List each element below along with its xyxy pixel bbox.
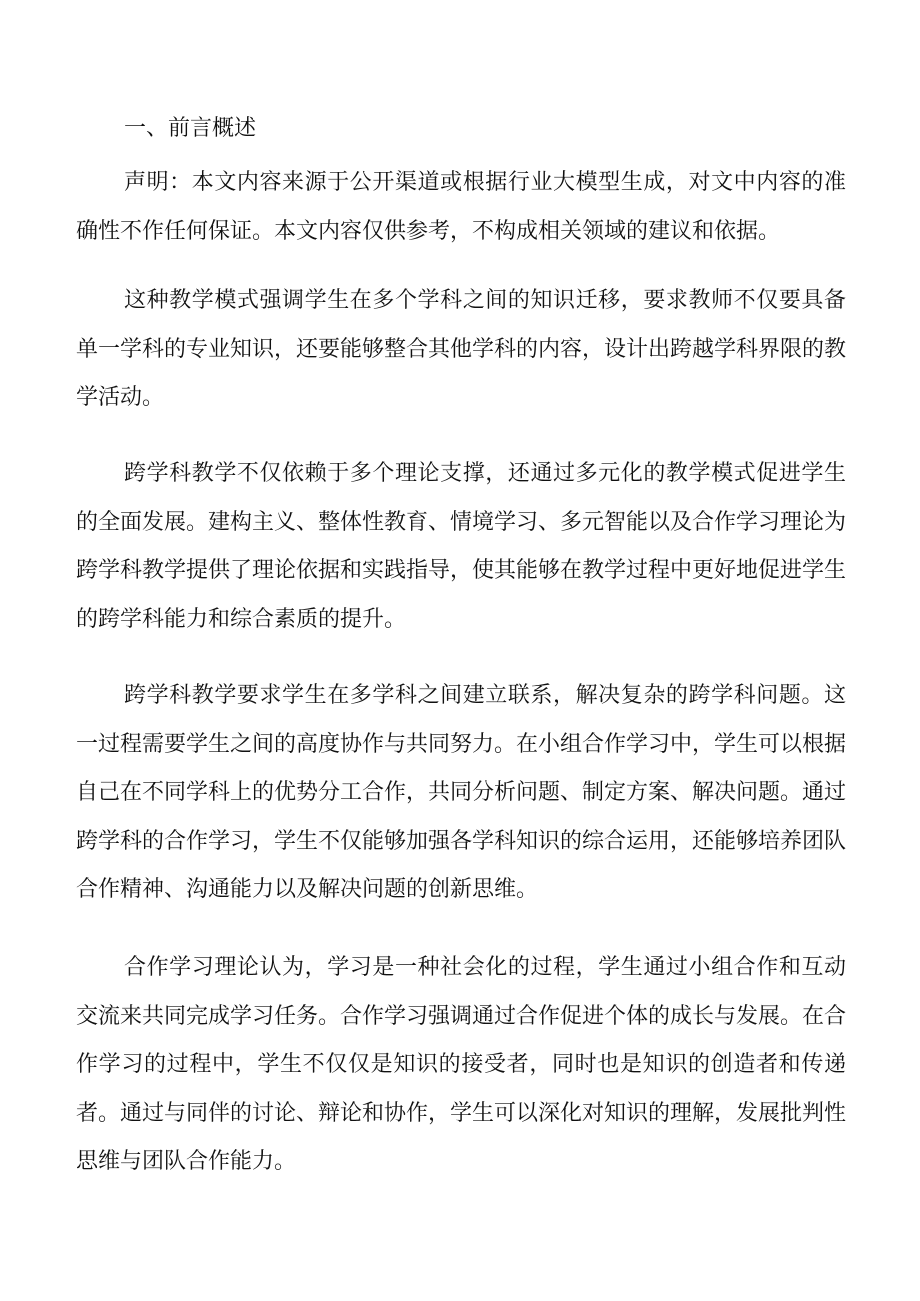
- body-paragraph: 合作学习理论认为，学习是一种社会化的过程，学生通过小组合作和互动交流来共同完成学习任务。合作学习强调通过合作促进个体的成长与发展。在合作学习的过程中，学生不仅仅是知识的接受者，同时也是知识的创造者和传递者。通过与同伴的讨论、辩论和协作，学生可以深化对知识的理解，发展批判性思维与团队合作能力。: [76, 955, 847, 1174]
- body-paragraph: 跨学科教学要求学生在多学科之间建立联系，解决复杂的跨学科问题。这一过程需要学生之间的高度协作与共同努力。在小组合作学习中，学生可以根据自己在不同学科上的优势分工合作，共同分析问题、制定方案、解决问题。通过跨学科的合作学习，学生不仅能够加强各学科知识的综合运用，还能够培养团队合作精神、沟通能力以及解决问题的创新思维。: [76, 683, 847, 902]
- section-heading: 一、前言概述: [124, 116, 257, 141]
- body-paragraph: 跨学科教学不仅依赖于多个理论支撑，还通过多元化的教学模式促进学生的全面发展。建构主义、整体性教育、情境学习、多元智能以及合作学习理论为跨学科教学提供了理论依据和实践指导，使其能够在教学过程中更好地促进学生的跨学科能力和综合素质的提升。: [76, 461, 847, 632]
- disclaimer-paragraph: 声明：本文内容来源于公开渠道或根据行业大模型生成，对文中内容的准确性不作任何保证。本文内容仅供参考，不构成相关领域的建议和依据。: [76, 170, 846, 244]
- body-paragraph: 这种教学模式强调学生在多个学科之间的知识迁移，要求教师不仅要具备单一学科的专业知识，还要能够整合其他学科的内容，设计出跨越学科界限的教学活动。: [76, 288, 847, 410]
